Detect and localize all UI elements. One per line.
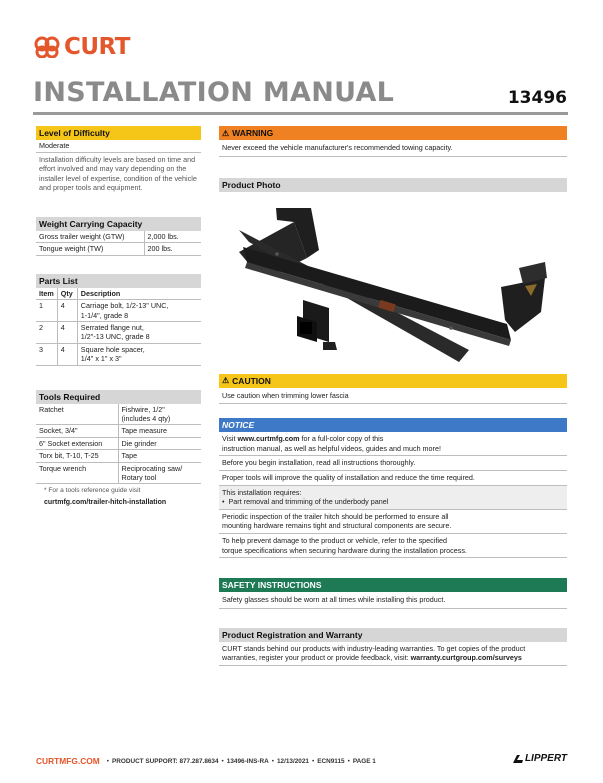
bullet-icon: • xyxy=(222,497,229,507)
curt-logo xyxy=(34,34,130,60)
parts-table xyxy=(36,288,201,366)
separator: • xyxy=(347,757,350,765)
parts-section xyxy=(36,274,201,366)
trailer-hitch-image xyxy=(219,192,567,380)
tools-note-link[interactable]: curtmfg.com/trailer-hitch-installation xyxy=(44,499,167,507)
tool-left: Socket, 3/4" xyxy=(36,425,118,437)
table-row xyxy=(36,343,201,365)
visit-suffix: for a full-color copy of this xyxy=(299,434,384,444)
parts-header: Parts List xyxy=(36,274,201,288)
tool-line: Fishwire, 1/2" xyxy=(121,404,165,414)
footer-support: PRODUCT SUPPORT: 877.287.8634 xyxy=(111,757,219,765)
requires-title: This installation requires: xyxy=(222,487,302,497)
visit-line2: instruction manual, as well as helpful videos, guides and much more! xyxy=(222,443,441,453)
desc-line: Serrated flange nut, xyxy=(80,323,144,332)
table-row xyxy=(36,462,201,484)
requires-item xyxy=(222,497,564,507)
registration-header: Product Registration and Warranty xyxy=(219,628,567,642)
desc-line: 1-1/4", grade 8 xyxy=(80,310,129,320)
lippert-logo xyxy=(511,753,567,764)
notice-header: NOTICE xyxy=(219,418,567,432)
torque-line: torque specifications when securing hardware during the installation process. xyxy=(222,545,467,555)
cell-description xyxy=(77,322,201,344)
page-title: INSTALLATION MANUAL xyxy=(33,77,395,108)
desc-line: 1/2"-13 UNC, grade 8 xyxy=(80,332,150,342)
tools-header: Tools Required xyxy=(36,390,201,404)
difficulty-description: Installation difficulty levels are based on time and effort involved and may vary depending on the installer level of expertise, condition of the vehicle and proper tools and equipment. xyxy=(39,154,197,193)
table-row xyxy=(36,450,201,462)
torque-line: To help prevent damage to the product or vehicle, refer to the specified xyxy=(222,535,447,545)
cell-qty: 4 xyxy=(57,322,77,344)
registration-text xyxy=(219,642,567,666)
separator: • xyxy=(221,757,224,765)
tool-line: Rotary tool xyxy=(121,473,157,483)
tool-left: 6" Socket extension xyxy=(36,437,118,449)
tools-table xyxy=(36,404,201,485)
requires-item-text: Part removal and trimming of the underbody panel xyxy=(228,497,389,507)
footer-url[interactable]: CURTMFG.COM xyxy=(36,756,100,766)
separator: • xyxy=(271,757,274,765)
table-row xyxy=(36,300,201,322)
table-row xyxy=(36,425,201,437)
capacity-value: 200 lbs. xyxy=(144,243,201,255)
tool-right: Die grinder xyxy=(118,437,201,449)
notice-before: Before you begin installation, read all instructions thoroughly. xyxy=(219,456,567,471)
footer xyxy=(36,756,376,766)
cell-item: 1 xyxy=(36,300,57,322)
warranty-link[interactable]: warranty.curtgroup.com/surveys xyxy=(410,653,522,663)
tool-line: Reciprocating saw/ xyxy=(121,463,183,473)
desc-line: 1/4" x 1" x 3" xyxy=(80,354,122,364)
difficulty-section xyxy=(36,126,201,194)
notice-section xyxy=(219,418,567,558)
caution-title: CAUTION xyxy=(232,375,271,386)
cell-item: 2 xyxy=(36,322,57,344)
photo-section xyxy=(219,178,567,380)
cell-qty: 4 xyxy=(57,343,77,365)
cell-description xyxy=(77,300,201,322)
tool-right xyxy=(118,404,201,425)
difficulty-header: Level of Difficulty xyxy=(36,126,201,140)
warning-header xyxy=(219,126,567,140)
table-row xyxy=(36,437,201,449)
col-qty: Qty xyxy=(57,288,77,300)
tools-section xyxy=(36,390,201,509)
tool-left: Torque wrench xyxy=(36,462,118,484)
periodic-line: Periodic inspection of the trailer hitch should be performed to ensure all xyxy=(222,511,449,521)
logo-text: CURT xyxy=(64,34,130,60)
tool-left: Torx bit, T-10, T-25 xyxy=(36,450,118,462)
parts-header-row xyxy=(36,288,201,300)
lippert-mark-icon xyxy=(511,754,525,764)
capacity-label: Gross trailer weight (GTW) xyxy=(36,231,144,243)
visit-prefix: Visit xyxy=(222,434,238,444)
separator: • xyxy=(311,757,315,765)
tool-left: Ratchet xyxy=(36,404,118,425)
safety-section xyxy=(219,578,567,609)
notice-requires xyxy=(219,486,567,510)
footer-ecn: ECN9115 xyxy=(317,757,345,765)
left-column xyxy=(36,126,201,509)
registration-line: CURT stands behind our products with industry-leading warranties. To get copies of the product xyxy=(222,643,526,653)
part-number: 13496 xyxy=(507,88,567,108)
difficulty-level: Moderate xyxy=(36,140,201,153)
capacity-row xyxy=(36,243,201,255)
title-rule xyxy=(33,112,568,115)
registration-prefix: warranties, register your product or provide feedback, visit: xyxy=(222,653,411,663)
separator: • xyxy=(106,757,109,765)
capacity-row xyxy=(36,231,201,243)
capacity-value: 2,000 lbs. xyxy=(144,231,201,243)
capacity-label: Tongue weight (TW) xyxy=(36,243,144,255)
tool-right: Tape measure xyxy=(118,425,201,437)
warning-triangle-icon: ⚠ xyxy=(222,128,230,138)
lippert-text: LIPPERT xyxy=(524,753,567,764)
desc-line: Square hole spacer, xyxy=(80,344,145,354)
table-row xyxy=(36,322,201,344)
table-row xyxy=(36,404,201,425)
caution-triangle-icon: ⚠ xyxy=(222,376,230,386)
capacity-header: Weight Carrying Capacity xyxy=(36,217,201,231)
tools-note: * For a tools reference guide visit xyxy=(44,487,141,495)
notice-tools: Proper tools will improve the quality of installation and reduce the time required. xyxy=(219,471,567,486)
registration-line xyxy=(222,653,564,663)
safety-header: SAFETY INSTRUCTIONS xyxy=(219,578,567,592)
capacity-table xyxy=(36,231,201,256)
curt-gear-icon xyxy=(34,36,60,58)
product-photo xyxy=(219,192,567,380)
registration-section xyxy=(219,628,567,666)
tool-right: Tape xyxy=(118,450,201,462)
warning-text: Never exceed the vehicle manufacturer's recommended towing capacity. xyxy=(219,140,567,157)
warning-section xyxy=(219,126,567,157)
visit-link[interactable]: www.curtmfg.com xyxy=(237,434,300,444)
cell-qty: 4 xyxy=(57,300,77,322)
caution-text: Use caution when trimming lower fascia xyxy=(219,388,567,405)
cell-description xyxy=(77,343,201,365)
col-description: Description xyxy=(77,288,201,300)
warning-title: WARNING xyxy=(232,128,274,138)
notice-torque xyxy=(219,534,567,558)
footer-page: PAGE 1 xyxy=(352,757,376,765)
col-item: Item xyxy=(36,288,57,300)
periodic-line: mounting hardware remains tight and structural components are secure. xyxy=(222,521,452,531)
safety-text: Safety glasses should be worn at all times while installing this product. xyxy=(219,592,567,609)
photo-header: Product Photo xyxy=(219,178,567,192)
desc-line: Carriage bolt, 1/2-13" UNC, xyxy=(80,301,169,311)
notice-periodic xyxy=(219,510,567,534)
tool-right xyxy=(118,462,201,484)
footer-date: 12/13/2021 xyxy=(276,757,309,765)
cell-item: 3 xyxy=(36,343,57,365)
tool-line: (includes 4 qty) xyxy=(121,414,171,424)
right-column xyxy=(219,126,567,666)
notice-visit xyxy=(219,432,567,456)
capacity-section xyxy=(36,217,201,256)
footer-doc: 13496-INS-RA xyxy=(226,757,269,765)
